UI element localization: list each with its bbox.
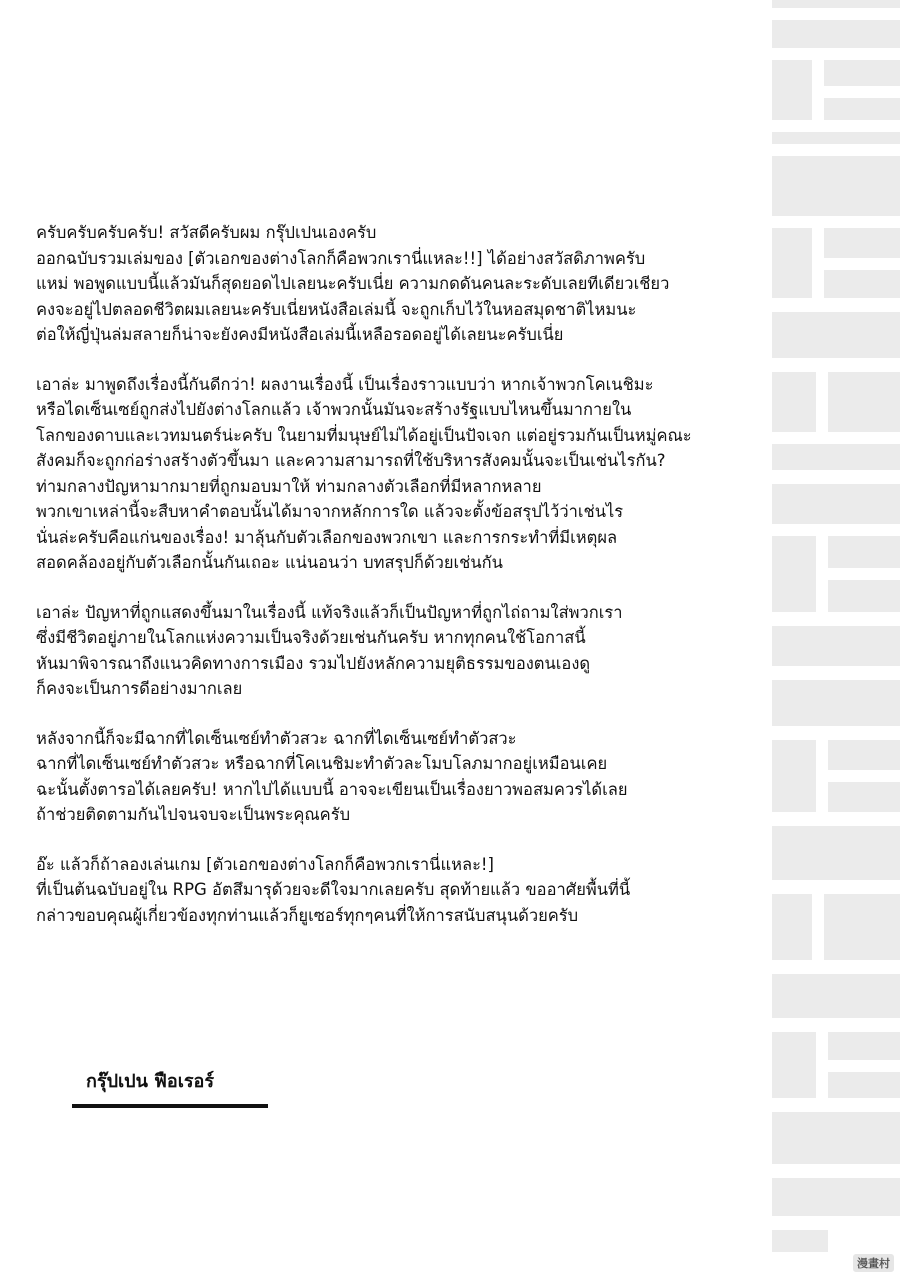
text-line: แหม่ พอพูดแบบนี้แล้วมันก็สุดยอดไปเลยนะครับเนี่ย ความกดดันคนละระดับเลยทีเดียวเชียว <box>36 274 670 293</box>
text-line: นั่นล่ะครับคือแก่นของเรื่อง! มาลุ้นกับตัวเลือกของพวกเขา และการกระทำที่มีเหตุผล <box>36 527 618 547</box>
paragraph <box>36 726 736 828</box>
author-name: กรุ๊ปเปน ฟือเรอร์ <box>86 1071 214 1092</box>
text-line: หันมาพิจารณาถึงแนวคิดทางการเมือง รวมไปยังหลักความยุติธรรมของตนเองดู <box>36 653 591 673</box>
text-line: ครับครับครับครับ! สวัสดีครับผม กรุ๊ปเปนเองครับ <box>36 223 377 242</box>
text-line: ต่อให้ญี่ปุ่นล่มสลายก็น่าจะยังคงมีหนังสือเล่มนี้เหลือรอดอยู่ได้เลยนะครับเนี่ย <box>36 325 564 344</box>
text-line: หรือไดเซ็นเซย์ถูกส่งไปยังต่างโลกแล้ว เจ้าพวกนั้นมันจะสร้างรัฐแบบไหนขึ้นมากายใน <box>36 400 632 419</box>
text-line: เอาล่ะ ปัญหาที่ถูกแสดงขึ้นมาในเรื่องนี้ แท้จริงแล้วก็เป็นปัญหาที่ถูกไถ่ถามใส่พวกเรา <box>36 602 623 622</box>
paragraph <box>36 372 736 576</box>
text-line: อ๊ะ แล้วก็ถ้าลองเล่นเกม [ตัวเอกของต่างโลกก็คือพวกเรานี่แหละ!] <box>36 854 494 874</box>
text-line: ซึ่งมีชีวิตอยู่ภายในโลกแห่งความเป็นจริงด้วยเช่นกันครับ หากทุกคนใช้โอกาสนี้ <box>36 628 586 647</box>
text-line: ฉากที่ไดเซ็นเซย์ทำตัวสวะ หรือฉากที่โคเนชิมะทำตัวละโมบโลภมากอยู่เหมือนเคย <box>36 754 608 773</box>
text-line: ที่เป็นต้นฉบับอยู่ใน RPG อัตสึมารุด้วยจะดีใจมากเลยครับ สุดท้ายแล้ว ขออาศัยพื้นที่นี้ <box>36 880 631 899</box>
text-line: เอาล่ะ มาพูดถึงเรื่องนี้กันดีกว่า! ผลงานเรื่องนี้ เป็นเรื่องราวแบบว่า หากเจ้าพวกโคเนชิมะ <box>36 374 654 394</box>
banner-blocks <box>772 0 900 1252</box>
side-title-banner <box>768 0 900 1280</box>
text-line: ก็คงจะเป็นการดีอย่างมากเลย <box>36 679 243 698</box>
text-line: พวกเขาเหล่านี้จะสืบหาคำตอบนั้นได้มาจากหลักการใด แล้วจะตั้งข้อสรุปไว้ว่าเช่นไร <box>36 502 624 521</box>
text-line: กล่าวขอบคุณผู้เกี่ยวข้องทุกท่านแล้วก็ยูเซอร์ทุกๆคนที่ให้การสนับสนุนด้วยครับ <box>36 905 579 925</box>
paragraph <box>36 600 736 702</box>
text-line: ฉะนั้นตั้งตารอได้เลยครับ! หากไปได้แบบนี้ อาจจะเขียนเป็นเรื่องยาวพอสมควรได้เลย <box>36 779 628 799</box>
author-signature <box>72 1068 268 1108</box>
signature-underline <box>72 1104 268 1108</box>
text-line: โลกของดาบและเวทมนตร์น่ะครับ ในยามที่มนุษย์ไม่ได้อยู่เป็นปัจเจก แต่อยู่รวมกันเป็นหมู่คณะ <box>36 425 692 445</box>
text-line: สังคมก็จะถูกก่อร่างสร้างตัวขึ้นมา และความสามารถที่ใช้บริหารสังคมนั้นจะเป็นเช่นไรกัน? <box>36 451 666 470</box>
text-line: หลังจากนี้ก็จะมีฉากที่ไดเซ็นเซย์ทำตัวสวะ ฉากที่ไดเซ็นเซย์ทำตัวสวะ <box>36 728 517 748</box>
text-line: ถ้าช่วยติดตามกันไปจนจบจะเป็นพระคุณครับ <box>36 805 351 824</box>
paragraph <box>36 852 736 929</box>
corner-stamp: 漫畫村 <box>853 1254 894 1272</box>
text-line: คงจะอยู่ไปตลอดชีวิตผมเลยนะครับเนี่ยหนังสือเล่มนี้ จะถูกเก็บไว้ในหอสมุดชาติไหมนะ <box>36 299 637 319</box>
text-line: ออกฉบับรวมเล่มของ [ตัวเอกของต่างโลกก็คือพวกเรานี่แหละ!!] ได้อย่างสวัสดิภาพครับ <box>36 248 646 268</box>
banner-graphic <box>768 0 900 1280</box>
afterword-text <box>36 220 736 952</box>
text-line: สอดคล้องอยู่กับตัวเลือกนั้นกันเถอะ แน่นอนว่า บทสรุปก็ด้วยเช่นกัน <box>36 553 503 572</box>
text-line: ท่ามกลางปัญหามากมายที่ถูกมอบมาให้ ท่ามกลางตัวเลือกที่มีหลากหลาย <box>36 476 542 496</box>
paragraph <box>36 220 736 348</box>
